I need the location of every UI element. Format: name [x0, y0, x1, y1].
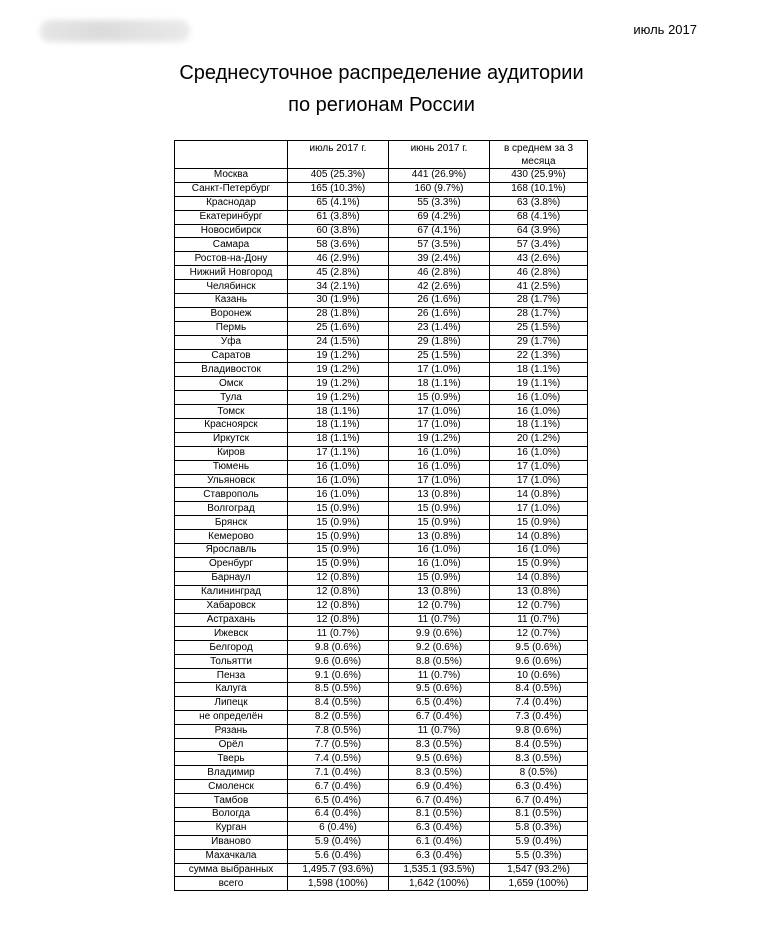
table-row [175, 321, 588, 335]
july-value-cell: 15 (0.9%) [288, 502, 389, 516]
june-value-cell: 16 (1.0%) [389, 446, 490, 460]
table-row [175, 780, 588, 794]
region-cell: Томск [175, 405, 288, 419]
table-row [175, 710, 588, 724]
region-cell: Орёл [175, 738, 288, 752]
average-value-cell: 18 (1.1%) [490, 419, 588, 433]
june-value-cell: 9.2 (0.6%) [389, 641, 490, 655]
july-value-cell: 165 (10.3%) [288, 182, 389, 196]
average-value-cell: 9.6 (0.6%) [490, 655, 588, 669]
region-cell: Уфа [175, 335, 288, 349]
june-value-cell: 26 (1.6%) [389, 294, 490, 308]
region-cell: Краснодар [175, 196, 288, 210]
average-value-cell: 6.7 (0.4%) [490, 794, 588, 808]
july-value-cell: 8.5 (0.5%) [288, 682, 389, 696]
july-value-cell: 19 (1.2%) [288, 391, 389, 405]
july-value-cell: 15 (0.9%) [288, 530, 389, 544]
average-value-cell: 13 (0.8%) [490, 585, 588, 599]
region-cell: Брянск [175, 516, 288, 530]
table-row [175, 405, 588, 419]
table-row [175, 655, 588, 669]
header-june-2017: июнь 2017 г. [389, 141, 490, 169]
table-row [175, 210, 588, 224]
average-value-cell: 9.8 (0.6%) [490, 724, 588, 738]
table-row [175, 669, 588, 683]
table-row [175, 599, 588, 613]
july-value-cell: 30 (1.9%) [288, 294, 389, 308]
region-cell: Владивосток [175, 363, 288, 377]
region-cell: Владимир [175, 766, 288, 780]
july-value-cell: 12 (0.8%) [288, 571, 389, 585]
june-value-cell: 9.5 (0.6%) [389, 682, 490, 696]
region-cell: Иркутск [175, 432, 288, 446]
region-cell: Новосибирск [175, 224, 288, 238]
region-cell: Омск [175, 377, 288, 391]
june-value-cell: 9.5 (0.6%) [389, 752, 490, 766]
table-row [175, 432, 588, 446]
table-row [175, 363, 588, 377]
average-value-cell: 17 (1.0%) [490, 474, 588, 488]
region-cell: Самара [175, 238, 288, 252]
table-row [175, 252, 588, 266]
region-cell: Казань [175, 294, 288, 308]
july-value-cell: 18 (1.1%) [288, 405, 389, 419]
region-cell: Киров [175, 446, 288, 460]
july-value-cell: 8.4 (0.5%) [288, 696, 389, 710]
july-value-cell: 5.9 (0.4%) [288, 835, 389, 849]
audience-distribution-table [174, 140, 588, 891]
july-value-cell: 17 (1.1%) [288, 446, 389, 460]
average-value-cell: 8.3 (0.5%) [490, 752, 588, 766]
table-row [175, 530, 588, 544]
average-value-cell: 57 (3.4%) [490, 238, 588, 252]
average-value-cell: 11 (0.7%) [490, 613, 588, 627]
region-cell: Екатеринбург [175, 210, 288, 224]
region-cell: Тула [175, 391, 288, 405]
july-value-cell: 28 (1.8%) [288, 307, 389, 321]
july-value-cell: 15 (0.9%) [288, 544, 389, 558]
page-subtitle: по регионам России [288, 94, 475, 116]
june-value-cell: 11 (0.7%) [389, 724, 490, 738]
average-value-cell: 1,659 (100%) [490, 877, 588, 891]
july-value-cell: 18 (1.1%) [288, 432, 389, 446]
region-cell: Ульяновск [175, 474, 288, 488]
july-value-cell: 18 (1.1%) [288, 419, 389, 433]
july-value-cell: 7.1 (0.4%) [288, 766, 389, 780]
average-value-cell: 14 (0.8%) [490, 571, 588, 585]
july-value-cell: 19 (1.2%) [288, 377, 389, 391]
table-row [175, 557, 588, 571]
average-value-cell: 14 (0.8%) [490, 530, 588, 544]
region-cell: Астрахань [175, 613, 288, 627]
july-value-cell: 5.6 (0.4%) [288, 849, 389, 863]
region-cell: Ростов-на-Дону [175, 252, 288, 266]
july-value-cell: 25 (1.6%) [288, 321, 389, 335]
june-value-cell: 67 (4.1%) [389, 224, 490, 238]
june-value-cell: 55 (3.3%) [389, 196, 490, 210]
header-july-2017: июль 2017 г. [288, 141, 389, 169]
average-value-cell: 15 (0.9%) [490, 516, 588, 530]
june-value-cell: 8.8 (0.5%) [389, 655, 490, 669]
region-cell: Иваново [175, 835, 288, 849]
region-cell: Тверь [175, 752, 288, 766]
july-value-cell: 9.6 (0.6%) [288, 655, 389, 669]
table-row [175, 849, 588, 863]
july-value-cell: 1,598 (100%) [288, 877, 389, 891]
region-cell: Пермь [175, 321, 288, 335]
july-value-cell: 60 (3.8%) [288, 224, 389, 238]
table-row [175, 391, 588, 405]
table-row [175, 446, 588, 460]
june-value-cell: 8.1 (0.5%) [389, 807, 490, 821]
june-value-cell: 15 (0.9%) [389, 516, 490, 530]
region-cell: не определён [175, 710, 288, 724]
june-value-cell: 1,642 (100%) [389, 877, 490, 891]
july-value-cell: 12 (0.8%) [288, 585, 389, 599]
june-value-cell: 29 (1.8%) [389, 335, 490, 349]
june-value-cell: 1,535.1 (93.5%) [389, 863, 490, 877]
june-value-cell: 13 (0.8%) [389, 585, 490, 599]
table-row [175, 294, 588, 308]
june-value-cell: 17 (1.0%) [389, 405, 490, 419]
july-value-cell: 6.4 (0.4%) [288, 807, 389, 821]
region-cell: Воронеж [175, 307, 288, 321]
june-value-cell: 17 (1.0%) [389, 419, 490, 433]
region-cell: Челябинск [175, 280, 288, 294]
average-value-cell: 20 (1.2%) [490, 432, 588, 446]
table-row [175, 349, 588, 363]
table-row [175, 169, 588, 183]
june-value-cell: 9.9 (0.6%) [389, 627, 490, 641]
july-value-cell: 16 (1.0%) [288, 488, 389, 502]
june-value-cell: 11 (0.7%) [389, 669, 490, 683]
table-row [175, 502, 588, 516]
table-row [175, 835, 588, 849]
july-value-cell: 6.5 (0.4%) [288, 794, 389, 808]
region-cell: Москва [175, 169, 288, 183]
table-row [175, 474, 588, 488]
june-value-cell: 39 (2.4%) [389, 252, 490, 266]
average-value-cell: 16 (1.0%) [490, 446, 588, 460]
average-value-cell: 18 (1.1%) [490, 363, 588, 377]
june-value-cell: 13 (0.8%) [389, 488, 490, 502]
region-cell: Белгород [175, 641, 288, 655]
region-cell: Ижевск [175, 627, 288, 641]
region-cell: Курган [175, 821, 288, 835]
average-value-cell: 9.5 (0.6%) [490, 641, 588, 655]
june-value-cell: 13 (0.8%) [389, 530, 490, 544]
region-cell: Калининград [175, 585, 288, 599]
average-value-cell: 6.3 (0.4%) [490, 780, 588, 794]
region-cell: Тамбов [175, 794, 288, 808]
header-region [175, 141, 288, 169]
july-value-cell: 16 (1.0%) [288, 460, 389, 474]
region-cell: Липецк [175, 696, 288, 710]
blurred-logo [40, 20, 190, 42]
june-value-cell: 25 (1.5%) [389, 349, 490, 363]
table-row [175, 696, 588, 710]
june-value-cell: 19 (1.2%) [389, 432, 490, 446]
july-value-cell: 6.7 (0.4%) [288, 780, 389, 794]
june-value-cell: 6.5 (0.4%) [389, 696, 490, 710]
region-cell: Тольятти [175, 655, 288, 669]
report-date: июль 2017 [633, 22, 697, 37]
region-cell: Волгоград [175, 502, 288, 516]
june-value-cell: 160 (9.7%) [389, 182, 490, 196]
region-cell: Пенза [175, 669, 288, 683]
july-value-cell: 58 (3.6%) [288, 238, 389, 252]
june-value-cell: 6.7 (0.4%) [389, 794, 490, 808]
june-value-cell: 8.3 (0.5%) [389, 766, 490, 780]
june-value-cell: 42 (2.6%) [389, 280, 490, 294]
region-cell: Кемерово [175, 530, 288, 544]
average-value-cell: 5.9 (0.4%) [490, 835, 588, 849]
average-value-cell: 7.3 (0.4%) [490, 710, 588, 724]
region-cell: Рязань [175, 724, 288, 738]
average-value-cell: 168 (10.1%) [490, 182, 588, 196]
table-row [175, 544, 588, 558]
table-row [175, 419, 588, 433]
june-value-cell: 46 (2.8%) [389, 266, 490, 280]
july-value-cell: 61 (3.8%) [288, 210, 389, 224]
average-value-cell: 22 (1.3%) [490, 349, 588, 363]
table-row [175, 766, 588, 780]
table-row [175, 460, 588, 474]
table-row [175, 682, 588, 696]
june-value-cell: 69 (4.2%) [389, 210, 490, 224]
july-value-cell: 9.8 (0.6%) [288, 641, 389, 655]
average-value-cell: 16 (1.0%) [490, 405, 588, 419]
page-title: Среднесуточное распределение аудитории [179, 62, 584, 84]
june-value-cell: 12 (0.7%) [389, 599, 490, 613]
average-value-cell: 430 (25.9%) [490, 169, 588, 183]
table-row [175, 280, 588, 294]
table-row [175, 307, 588, 321]
table-row [175, 182, 588, 196]
july-value-cell: 7.7 (0.5%) [288, 738, 389, 752]
table-row [175, 585, 588, 599]
region-cell: Барнаул [175, 571, 288, 585]
june-value-cell: 16 (1.0%) [389, 544, 490, 558]
table-row [175, 641, 588, 655]
table-row [175, 516, 588, 530]
june-value-cell: 18 (1.1%) [389, 377, 490, 391]
average-value-cell: 63 (3.8%) [490, 196, 588, 210]
july-value-cell: 19 (1.2%) [288, 349, 389, 363]
table-row [175, 724, 588, 738]
july-value-cell: 19 (1.2%) [288, 363, 389, 377]
july-value-cell: 15 (0.9%) [288, 516, 389, 530]
average-value-cell: 43 (2.6%) [490, 252, 588, 266]
table-row [175, 807, 588, 821]
average-value-cell: 5.8 (0.3%) [490, 821, 588, 835]
july-value-cell: 12 (0.8%) [288, 613, 389, 627]
region-cell: сумма выбранных [175, 863, 288, 877]
july-value-cell: 12 (0.8%) [288, 599, 389, 613]
header-3-month-average: в среднем за 3 месяца [490, 141, 588, 169]
july-value-cell: 34 (2.1%) [288, 280, 389, 294]
june-value-cell: 57 (3.5%) [389, 238, 490, 252]
july-value-cell: 45 (2.8%) [288, 266, 389, 280]
july-value-cell: 11 (0.7%) [288, 627, 389, 641]
average-value-cell: 68 (4.1%) [490, 210, 588, 224]
june-value-cell: 6.3 (0.4%) [389, 821, 490, 835]
table-row [175, 224, 588, 238]
region-cell: Саратов [175, 349, 288, 363]
average-value-cell: 1,547 (93.2%) [490, 863, 588, 877]
table-row [175, 613, 588, 627]
july-value-cell: 8.2 (0.5%) [288, 710, 389, 724]
table-row [175, 377, 588, 391]
average-value-cell: 16 (1.0%) [490, 544, 588, 558]
region-cell: Вологда [175, 807, 288, 821]
table-row [175, 794, 588, 808]
table-row [175, 571, 588, 585]
region-cell: Тюмень [175, 460, 288, 474]
july-value-cell: 16 (1.0%) [288, 474, 389, 488]
table-row [175, 196, 588, 210]
average-value-cell: 28 (1.7%) [490, 294, 588, 308]
average-value-cell: 12 (0.7%) [490, 627, 588, 641]
average-value-cell: 46 (2.8%) [490, 266, 588, 280]
average-value-cell: 8.4 (0.5%) [490, 682, 588, 696]
july-value-cell: 9.1 (0.6%) [288, 669, 389, 683]
average-value-cell: 28 (1.7%) [490, 307, 588, 321]
june-value-cell: 15 (0.9%) [389, 502, 490, 516]
table-header-row [175, 141, 588, 169]
table-row [175, 877, 588, 891]
region-cell: Оренбург [175, 557, 288, 571]
june-value-cell: 6.3 (0.4%) [389, 849, 490, 863]
region-cell: Санкт-Петербург [175, 182, 288, 196]
average-value-cell: 25 (1.5%) [490, 321, 588, 335]
july-value-cell: 24 (1.5%) [288, 335, 389, 349]
june-value-cell: 8.3 (0.5%) [389, 738, 490, 752]
average-value-cell: 17 (1.0%) [490, 502, 588, 516]
average-value-cell: 5.5 (0.3%) [490, 849, 588, 863]
table-row [175, 821, 588, 835]
average-value-cell: 15 (0.9%) [490, 557, 588, 571]
june-value-cell: 16 (1.0%) [389, 460, 490, 474]
june-value-cell: 6.9 (0.4%) [389, 780, 490, 794]
june-value-cell: 15 (0.9%) [389, 391, 490, 405]
table-row [175, 752, 588, 766]
region-cell: Красноярск [175, 419, 288, 433]
average-value-cell: 14 (0.8%) [490, 488, 588, 502]
average-value-cell: 19 (1.1%) [490, 377, 588, 391]
average-value-cell: 10 (0.6%) [490, 669, 588, 683]
june-value-cell: 17 (1.0%) [389, 474, 490, 488]
table-row [175, 627, 588, 641]
table-row [175, 738, 588, 752]
june-value-cell: 17 (1.0%) [389, 363, 490, 377]
region-cell: Калуга [175, 682, 288, 696]
june-value-cell: 15 (0.9%) [389, 571, 490, 585]
table-body [175, 169, 588, 891]
july-value-cell: 65 (4.1%) [288, 196, 389, 210]
region-cell: Хабаровск [175, 599, 288, 613]
region-cell: Смоленск [175, 780, 288, 794]
table-row [175, 488, 588, 502]
average-value-cell: 17 (1.0%) [490, 460, 588, 474]
table-row [175, 266, 588, 280]
region-cell: Махачкала [175, 849, 288, 863]
region-cell: Ярославль [175, 544, 288, 558]
june-value-cell: 23 (1.4%) [389, 321, 490, 335]
june-value-cell: 16 (1.0%) [389, 557, 490, 571]
average-value-cell: 8 (0.5%) [490, 766, 588, 780]
region-cell: Ставрополь [175, 488, 288, 502]
average-value-cell: 16 (1.0%) [490, 391, 588, 405]
table-row [175, 863, 588, 877]
july-value-cell: 7.8 (0.5%) [288, 724, 389, 738]
july-value-cell: 15 (0.9%) [288, 557, 389, 571]
average-value-cell: 29 (1.7%) [490, 335, 588, 349]
july-value-cell: 6 (0.4%) [288, 821, 389, 835]
average-value-cell: 41 (2.5%) [490, 280, 588, 294]
average-value-cell: 12 (0.7%) [490, 599, 588, 613]
average-value-cell: 8.4 (0.5%) [490, 738, 588, 752]
june-value-cell: 6.7 (0.4%) [389, 710, 490, 724]
july-value-cell: 46 (2.9%) [288, 252, 389, 266]
june-value-cell: 26 (1.6%) [389, 307, 490, 321]
june-value-cell: 6.1 (0.4%) [389, 835, 490, 849]
table-row [175, 335, 588, 349]
table-row [175, 238, 588, 252]
june-value-cell: 441 (26.9%) [389, 169, 490, 183]
july-value-cell: 405 (25.3%) [288, 169, 389, 183]
region-cell: всего [175, 877, 288, 891]
average-value-cell: 64 (3.9%) [490, 224, 588, 238]
average-value-cell: 8.1 (0.5%) [490, 807, 588, 821]
region-cell: Нижний Новгород [175, 266, 288, 280]
july-value-cell: 7.4 (0.5%) [288, 752, 389, 766]
average-value-cell: 7.4 (0.4%) [490, 696, 588, 710]
june-value-cell: 11 (0.7%) [389, 613, 490, 627]
july-value-cell: 1,495.7 (93.6%) [288, 863, 389, 877]
